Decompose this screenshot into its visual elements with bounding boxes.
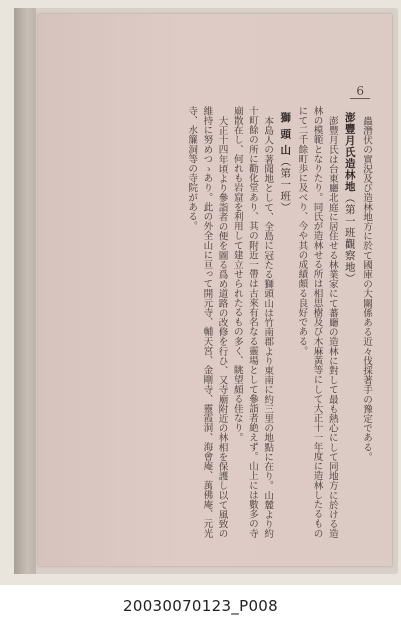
section-subtitle: （第一班） xyxy=(279,155,292,214)
page-number: 6 xyxy=(350,84,370,99)
left-page-edge xyxy=(14,8,36,574)
section-title: 獅 頭 山 xyxy=(279,112,292,156)
body-paragraph: 本島人の著聞地として、全島に冠たる獅頭山は竹南郡より東南に約三里の地點に在り。山麓より約十町餘の所に勸化堂あり、其の附近一帶は古來有名なる靈場として參詣者絶えず。山上には數多の寺廟散在し、何れも岩窟を利用して建立せられたるもの多く、眺望頗る佳なり。 xyxy=(231,106,274,538)
vertical-text-block xyxy=(56,106,374,546)
section-subtitle: （第一班觀察地） xyxy=(343,192,356,285)
section-title: 澎豐月氏造林地 xyxy=(343,112,356,193)
document-page xyxy=(38,14,392,566)
image-caption: 20030070123_P008 xyxy=(123,597,278,615)
section-heading-forest xyxy=(340,106,359,546)
section-heading-shitoushan xyxy=(275,106,294,546)
body-paragraph: 澎豐月氏は台東廳北庭に居住せる林業家にて蕃廳の造林に對して最も熱心にして同地方に於ける造林の模範となりたり。同氏が造林せる所は相思樹及び木麻黃等にして大正十一年度に造林したるものにて二千餘町歩に及べり、今や其の成績頗る良好である。 xyxy=(296,106,338,538)
book-spread xyxy=(14,8,398,574)
intro-paragraph: 蟲潛伏の實況及び造林地方に於て國庫の大關係ある近々伐採著手の豫定である。 xyxy=(361,115,372,462)
body-paragraph: 大正十四年頃より參詣者の便を圖る爲め道路の改修を行ひ、又寺廟附近の林相を保護し以て風致の維持に努めつゝあり。此の外全山に亘って開元寺、輔天宮、金剛寺、靈霞洞、海會庵、萬佛庵、元光寺、水簾洞等の寺院がある。 xyxy=(186,106,228,538)
